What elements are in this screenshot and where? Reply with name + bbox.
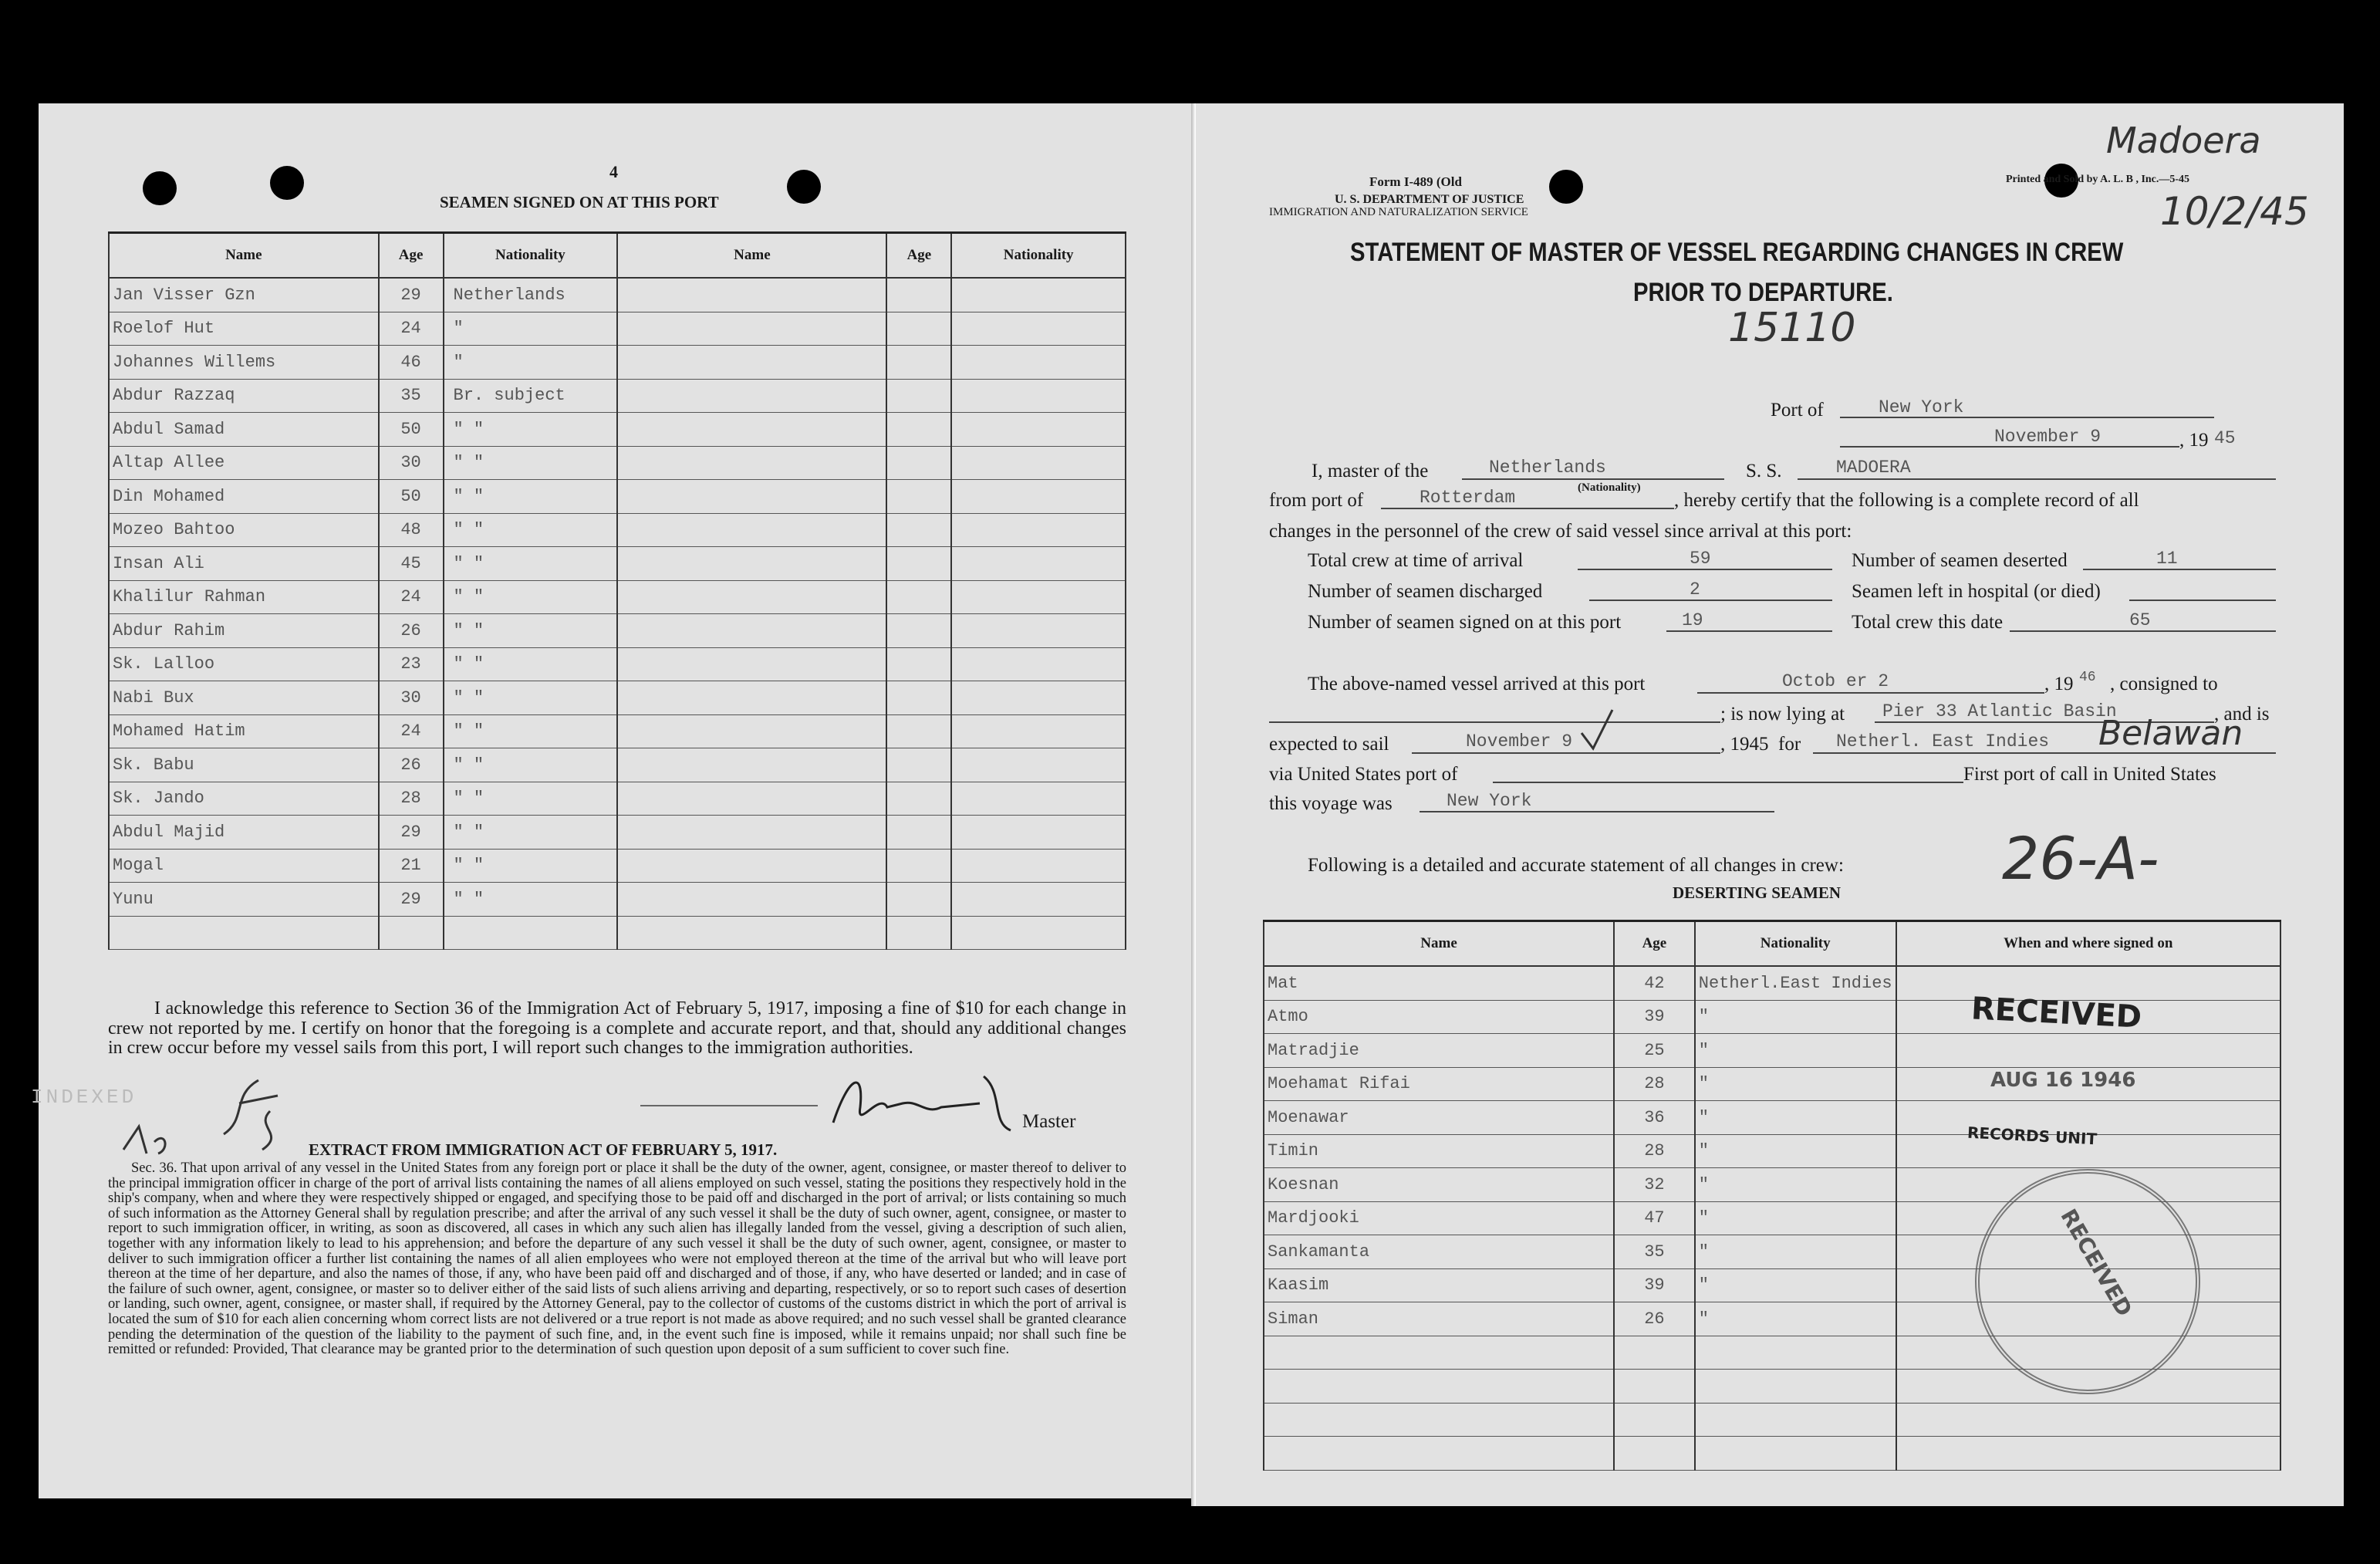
discharged-line	[1589, 600, 1832, 601]
cell-name: Altap Allee	[109, 446, 379, 480]
cell-name: Moenawar	[1264, 1101, 1614, 1135]
cell-name: Mat	[1264, 966, 1614, 1000]
cell-name: Sk. Lalloo	[109, 647, 379, 681]
cell-age: 25	[1614, 1034, 1695, 1068]
signed-on-label: Number of seamen signed on at this port	[1308, 612, 1622, 633]
cell-name: Sankamanta	[1264, 1235, 1614, 1269]
cell-age: 42	[1614, 966, 1695, 1000]
voyage-value: New York	[1447, 791, 1532, 811]
cell-nationality: Netherlands	[444, 278, 618, 312]
first-port-label: First port of call in United States	[1963, 764, 2216, 785]
cell-nationality: Br. subject	[444, 379, 618, 413]
cell-nationality: "	[1695, 1168, 1896, 1202]
cell-empty	[951, 580, 1126, 614]
table-row	[109, 748, 1126, 782]
cell-age: 24	[379, 312, 444, 346]
cell-empty	[951, 379, 1126, 413]
table-row	[109, 614, 1126, 648]
cell-empty	[617, 816, 886, 850]
cell-nationality: " "	[444, 816, 618, 850]
table-row	[109, 849, 1126, 883]
cell-empty	[617, 748, 886, 782]
table-row	[109, 580, 1126, 614]
cell-age: 26	[379, 748, 444, 782]
col-age: Age	[1614, 921, 1695, 967]
cell-name: Matradjie	[1264, 1034, 1614, 1068]
certify-text: , hereby certify that the following is a complete record of all	[1674, 490, 2139, 511]
cell-age: 28	[379, 782, 444, 816]
cell-empty	[617, 647, 886, 681]
cell-age: 28	[1614, 1134, 1695, 1168]
cell-name: Moehamat Rifai	[1264, 1067, 1614, 1101]
cell-empty	[617, 714, 886, 748]
form-subtitle: PRIOR TO DEPARTURE.	[1633, 278, 1893, 307]
cell-when	[1896, 1437, 2280, 1471]
cell-empty	[886, 446, 951, 480]
cell-age: 35	[379, 379, 444, 413]
col-nationality: Nationality	[1695, 921, 1896, 967]
cell-nationality: " "	[444, 883, 618, 917]
cell-age	[379, 916, 444, 950]
arrived-line	[1697, 692, 2044, 694]
cell-age: 39	[1614, 1268, 1695, 1302]
signed-on-value: 19	[1682, 610, 1703, 630]
cell-empty	[951, 849, 1126, 883]
consigned-label: , consigned to	[2110, 674, 2218, 694]
table-row	[1264, 1437, 2280, 1471]
cell-empty	[617, 513, 886, 547]
cell-age: 32	[1614, 1168, 1695, 1202]
table-row	[109, 816, 1126, 850]
total-arrival-line	[1578, 569, 1832, 570]
cell-nationality	[1695, 1437, 1896, 1471]
cell-name	[1264, 1403, 1614, 1437]
ss-label: S. S.	[1746, 461, 1782, 481]
voyage-label: this voyage was	[1269, 793, 1393, 814]
cell-empty	[617, 681, 886, 715]
cell-name: Roelof Hut	[109, 312, 379, 346]
cell-name	[1264, 1336, 1614, 1370]
cell-empty	[617, 547, 886, 581]
total-date-line	[2010, 630, 2276, 632]
cell-name	[1264, 1370, 1614, 1404]
cell-nationality: "	[1695, 1000, 1896, 1034]
cell-empty	[617, 346, 886, 380]
expected-line	[1412, 752, 1720, 754]
col-name: Name	[617, 233, 886, 279]
cell-nationality: "	[1695, 1302, 1896, 1336]
handwritten-initials	[93, 1065, 293, 1165]
handwritten-file-number: 15110	[1728, 305, 1856, 351]
deserted-line	[2083, 569, 2276, 570]
table-row	[1264, 1034, 2280, 1068]
cell-nationality: " "	[444, 480, 618, 514]
cell-age: 26	[1614, 1302, 1695, 1336]
cell-age: 29	[379, 278, 444, 312]
cell-empty	[886, 647, 951, 681]
cell-nationality: " "	[444, 547, 618, 581]
cell-name: Koesnan	[1264, 1168, 1614, 1202]
cell-nationality	[444, 916, 618, 950]
arrived-year: 46	[2079, 670, 2096, 685]
cell-empty	[951, 614, 1126, 648]
table-row	[109, 681, 1126, 715]
cell-empty	[951, 278, 1126, 312]
discharged-value: 2	[1690, 579, 1700, 600]
cell-age: 29	[379, 816, 444, 850]
cell-age: 50	[379, 480, 444, 514]
table-row	[1264, 1403, 2280, 1437]
col-age: Age	[886, 233, 951, 279]
table-row	[109, 782, 1126, 816]
cell-age	[1614, 1437, 1695, 1471]
cell-name: Kaasim	[1264, 1268, 1614, 1302]
cell-name: Mogal	[109, 849, 379, 883]
consignee-line	[1269, 721, 1720, 723]
cell-empty	[951, 714, 1126, 748]
port-label: Port of	[1771, 400, 1824, 421]
cell-age: 47	[1614, 1201, 1695, 1235]
cell-age	[1614, 1403, 1695, 1437]
cell-empty	[617, 614, 886, 648]
cell-empty	[951, 681, 1126, 715]
cell-name: Jan Visser Gzn	[109, 278, 379, 312]
punch-hole	[1549, 170, 1583, 204]
ship-name: MADOERA	[1836, 458, 1911, 478]
punch-hole	[143, 171, 177, 205]
following-label: Following is a detailed and accurate statement of all changes in crew:	[1308, 855, 1844, 876]
nationality-value: Netherlands	[1489, 458, 1606, 478]
round-seal-text: RECEIVED	[2055, 1204, 2138, 1321]
via-line	[1493, 782, 1963, 783]
total-date-value: 65	[2129, 610, 2151, 630]
cell-empty	[951, 883, 1126, 917]
cell-age: 39	[1614, 1000, 1695, 1034]
cell-name: Mohamed Hatim	[109, 714, 379, 748]
cell-empty	[886, 748, 951, 782]
deserting-heading: DESERTING SEAMEN	[1673, 883, 1842, 902]
indexed-stamp: INDEXED	[31, 1086, 137, 1109]
table-row	[109, 278, 1126, 312]
table-row	[109, 547, 1126, 581]
cell-age: 28	[1614, 1067, 1695, 1101]
cell-empty	[951, 782, 1126, 816]
cell-empty	[886, 513, 951, 547]
voyage-line	[1420, 811, 1774, 812]
handwritten-destination: Belawan	[2098, 714, 2243, 753]
cell-nationality	[1695, 1336, 1896, 1370]
cell-nationality: "	[1695, 1268, 1896, 1302]
cell-age: 24	[379, 714, 444, 748]
total-arrival-value: 59	[1690, 549, 1711, 569]
deserted-value: 11	[2156, 549, 2178, 569]
cell-name: Atmo	[1264, 1000, 1614, 1034]
col-nationality: Nationality	[444, 233, 618, 279]
cell-empty	[886, 714, 951, 748]
year-prefix: , 19	[2179, 430, 2209, 451]
cell-empty	[951, 547, 1126, 581]
master-signature	[818, 1061, 1026, 1146]
date-value: November 9	[1994, 427, 2101, 447]
cell-name	[109, 916, 379, 950]
cell-age: 30	[379, 446, 444, 480]
cell-nationality: " "	[444, 614, 618, 648]
ship-line	[1798, 478, 2276, 480]
cell-nationality: " "	[444, 580, 618, 614]
cell-nationality: "	[1695, 1067, 1896, 1101]
expected-year: , 1945	[1720, 734, 1769, 755]
acknowledgement-text: I acknowledge this reference to Section 36 of the Immigration Act of February 5, 1917, imposing a fine of $10 for each change in crew not reported by me. I certify on honor that the foregoing is a complete and accurate report, and that, should any additional changes in crew occur before my vessel sails from this port, I will report such changes to the immigration authorities.	[108, 998, 1126, 1058]
cell-empty	[617, 446, 886, 480]
cell-nationality: " "	[444, 413, 618, 447]
arrived-value: Octob er 2	[1782, 671, 1889, 691]
cell-empty	[951, 480, 1126, 514]
cell-age: 26	[379, 614, 444, 648]
table-row	[1264, 966, 2280, 1000]
signed-on-line	[1666, 630, 1832, 632]
received-date: AUG 16 1946	[1990, 1069, 2136, 1092]
cell-nationality: "	[444, 346, 618, 380]
department: U. S. DEPARTMENT OF JUSTICE	[1335, 193, 1524, 206]
table-row	[109, 883, 1126, 917]
cell-name: Timin	[1264, 1134, 1614, 1168]
cell-age	[1614, 1336, 1695, 1370]
cell-name: Yunu	[109, 883, 379, 917]
extract-title: EXTRACT FROM IMMIGRATION ACT OF FEBRUARY 5, 1917.	[309, 1140, 778, 1159]
cell-name	[1264, 1437, 1614, 1471]
cell-nationality: " "	[444, 446, 618, 480]
cell-name: Din Mohamed	[109, 480, 379, 514]
cell-name: Johannes Willems	[109, 346, 379, 380]
hospital-line	[2129, 600, 2276, 601]
cell-empty	[886, 681, 951, 715]
cell-empty	[886, 916, 951, 950]
cell-age: 35	[1614, 1235, 1695, 1269]
cell-nationality: " "	[444, 782, 618, 816]
total-date-label: Total crew this date	[1852, 612, 2004, 633]
from-port-value: Rotterdam	[1420, 488, 1516, 508]
arrived-label: The above-named vessel arrived at this port	[1308, 674, 1646, 694]
cell-empty	[617, 379, 886, 413]
cell-name: Sk. Babu	[109, 748, 379, 782]
table-row	[109, 346, 1126, 380]
cell-empty	[886, 580, 951, 614]
cell-empty	[951, 446, 1126, 480]
cell-empty	[617, 312, 886, 346]
received-stamp: RECEIVED	[1970, 991, 2143, 1035]
cell-empty	[617, 883, 886, 917]
cell-when	[1896, 966, 2280, 1000]
lying-label: ; is now lying at	[1720, 704, 1845, 725]
table-row	[109, 480, 1126, 514]
cell-name: Abdul Samad	[109, 413, 379, 447]
cell-empty	[951, 346, 1126, 380]
cell-name: Sk. Jando	[109, 782, 379, 816]
expected-value: November 9	[1466, 731, 1573, 752]
col-age: Age	[379, 233, 444, 279]
cell-age: 46	[379, 346, 444, 380]
cell-age	[1614, 1370, 1695, 1404]
cell-empty	[951, 916, 1126, 950]
arrived-year-prefix: , 19	[2044, 674, 2074, 694]
cell-name: Mardjooki	[1264, 1201, 1614, 1235]
cell-nationality: " "	[444, 681, 618, 715]
cell-name: Abdur Rahim	[109, 614, 379, 648]
col-name: Name	[109, 233, 379, 279]
discharged-label: Number of seamen discharged	[1308, 581, 1543, 602]
signed-on-table	[108, 231, 1126, 950]
cell-empty	[886, 379, 951, 413]
cell-empty	[886, 816, 951, 850]
records-unit-stamp: RECORDS UNIT	[1966, 1123, 2098, 1149]
cell-nationality: "	[1695, 1034, 1896, 1068]
round-seal	[1975, 1169, 2200, 1394]
master-label: Master	[1022, 1111, 1076, 1132]
punch-hole	[270, 166, 304, 200]
cell-name: Nabi Bux	[109, 681, 379, 715]
year-value: 45	[2214, 428, 2236, 448]
cell-empty	[617, 580, 886, 614]
handwritten-code: 26-A-	[2002, 824, 2159, 893]
table-row	[109, 446, 1126, 480]
cell-empty	[886, 278, 951, 312]
cell-name: Abdul Majid	[109, 816, 379, 850]
form-number: Form I-489 (Old	[1369, 174, 1462, 189]
table-row	[109, 647, 1126, 681]
cell-name: Abdur Razzaq	[109, 379, 379, 413]
cell-nationality: "	[1695, 1101, 1896, 1135]
cell-empty	[886, 782, 951, 816]
cell-nationality: " "	[444, 513, 618, 547]
cell-empty	[951, 312, 1126, 346]
handwritten-date: 10/2/45	[2160, 189, 2309, 234]
nationality-caption: (Nationality)	[1578, 481, 1641, 494]
cell-age: 24	[379, 580, 444, 614]
deserted-label: Number of seamen deserted	[1852, 550, 2068, 571]
cell-name: Siman	[1264, 1302, 1614, 1336]
cell-age: 45	[379, 547, 444, 581]
cell-empty	[886, 883, 951, 917]
cell-empty	[951, 513, 1126, 547]
punch-hole	[787, 170, 821, 204]
cell-empty	[886, 480, 951, 514]
cell-nationality: " "	[444, 748, 618, 782]
service: IMMIGRATION AND NATURALIZATION SERVICE	[1269, 206, 1528, 218]
table-row	[109, 379, 1126, 413]
table-row	[109, 312, 1126, 346]
cell-nationality: "	[1695, 1235, 1896, 1269]
cell-nationality: " "	[444, 849, 618, 883]
printer-note: Printed and Sold by A. L. B , Inc.—5-45	[2006, 174, 2190, 185]
cell-age: 48	[379, 513, 444, 547]
table-row	[1264, 1101, 2280, 1135]
signed-on-heading: SEAMEN SIGNED ON AT THIS PORT	[440, 193, 719, 211]
cell-empty	[886, 413, 951, 447]
lying-value: Pier 33 Atlantic Basin	[1882, 701, 2117, 721]
total-arrival-label: Total crew at time of arrival	[1308, 550, 1524, 571]
expected-label: expected to sail	[1269, 734, 1389, 755]
cell-empty	[617, 278, 886, 312]
cell-nationality	[1695, 1370, 1896, 1404]
cell-empty	[886, 547, 951, 581]
signature-line	[640, 1105, 818, 1106]
cell-empty	[617, 782, 886, 816]
cell-when	[1896, 1034, 2280, 1068]
form-title: STATEMENT OF MASTER OF VESSEL REGARDING CHANGES IN CREW	[1350, 238, 2124, 267]
col-name: Name	[1264, 921, 1614, 967]
from-port-line	[1381, 508, 1674, 509]
checkmark-icon	[1578, 706, 1616, 752]
table-row	[109, 513, 1126, 547]
from-port-label: from port of	[1269, 490, 1364, 511]
cell-empty	[951, 748, 1126, 782]
port-value: New York	[1879, 397, 1964, 417]
cell-nationality	[1695, 1403, 1896, 1437]
cell-age: 23	[379, 647, 444, 681]
cell-age: 21	[379, 849, 444, 883]
cell-empty	[886, 849, 951, 883]
cell-nationality: Netherl.East Indies	[1695, 966, 1896, 1000]
cell-empty	[886, 312, 951, 346]
handwritten-ship-name: Madoera	[2106, 120, 2261, 161]
cell-age: 36	[1614, 1101, 1695, 1135]
table-row	[109, 714, 1126, 748]
cell-empty	[886, 614, 951, 648]
table-row	[1264, 1134, 2280, 1168]
changes-text: changes in the personnel of the crew of said vessel since arrival at this port:	[1269, 521, 1852, 542]
table-row	[109, 413, 1126, 447]
cell-empty	[617, 916, 886, 950]
page-number: 4	[609, 162, 618, 181]
cell-empty	[951, 413, 1126, 447]
cell-name: Insan Ali	[109, 547, 379, 581]
cell-empty	[951, 647, 1126, 681]
cell-name: Khalilur Rahman	[109, 580, 379, 614]
cell-age: 29	[379, 883, 444, 917]
cell-empty	[617, 480, 886, 514]
cell-name: Mozeo Bahtoo	[109, 513, 379, 547]
cell-nationality: " "	[444, 714, 618, 748]
cell-age: 30	[379, 681, 444, 715]
table-row	[109, 916, 1126, 950]
cell-when	[1896, 1403, 2280, 1437]
and-is-label: , and is	[2214, 704, 2270, 725]
cell-empty	[886, 346, 951, 380]
cell-nationality: "	[1695, 1134, 1896, 1168]
col-when-where: When and where signed on	[1896, 921, 2280, 967]
col-nationality: Nationality	[951, 233, 1126, 279]
cell-empty	[617, 849, 886, 883]
via-label: via United States port of	[1269, 764, 1458, 785]
cell-nationality: "	[1695, 1201, 1896, 1235]
master-of-label: I, master of the	[1312, 461, 1429, 481]
for-value: Netherl. East Indies	[1836, 731, 2050, 752]
extract-text: Sec. 36. That upon arrival of any vessel in the United States from any foreign port or place it shall be the duty of the owner, agent, consignee, or master thereof to deliver to the principal immigration officer in charge of the port of arrival lists containing the names of all aliens employed on such vessel, stating the positions they respectively hold in the ship's company, when and where they were respectively shipped or engaged, and specifying those to be paid off and discharged in the port of arrival; or lists containing so much of such information as the Attorney General shall by regulation prescribe; and after the arrival of any such vessel it shall be the duty of such owner, agent, consignee, or master to report to such immigration officer, in writing, as soon as discovered, all cases in which any such alien has illegally landed from the vessel, giving a description of such alien, together with any information likely to lead to his apprehension; and before the departure of any such vessel it shall be the duty of such owner, agent, consignee, or master to deliver to such immigration officer a further list containing the names of all alien employees who were not employed thereon at the time of the arrival but who will leave port thereon at the time of her departure, and also the names of those, if any, who have been paid off and discharged and of those, if any, who have deserted or landed; and in case of the failure of such owner, agent, consignee, or master so to deliver either of the said lists of such aliens arriving and departing, respectively, or so to report such cases of desertion or landing, such owner, agent, consignee, or master shall, if required by the Attorney General, pay to the collector of customs of the customs district in which the port of arrival is located the sum of $10 for each alien concerning whom correct lists are not delivered or a true report is not made as above required; and no such vessel shall be granted clearance pending the determination of the question of the liability to the payment of such fine, and, in the event such fine is imposed, while it remains unpaid; nor shall such fine be remitted or refunded: Provided, That clearance may be granted prior to the determination of such question upon deposit of a sum sufficient to cover such fine.	[108, 1160, 1126, 1358]
cell-nationality: "	[444, 312, 618, 346]
cell-nationality: " "	[444, 647, 618, 681]
cell-empty	[951, 816, 1126, 850]
nationality-line	[1462, 478, 1724, 480]
hospital-label: Seamen left in hospital (or died)	[1852, 581, 2101, 602]
cell-empty	[617, 413, 886, 447]
for-label: for	[1778, 734, 1801, 755]
cell-age: 50	[379, 413, 444, 447]
